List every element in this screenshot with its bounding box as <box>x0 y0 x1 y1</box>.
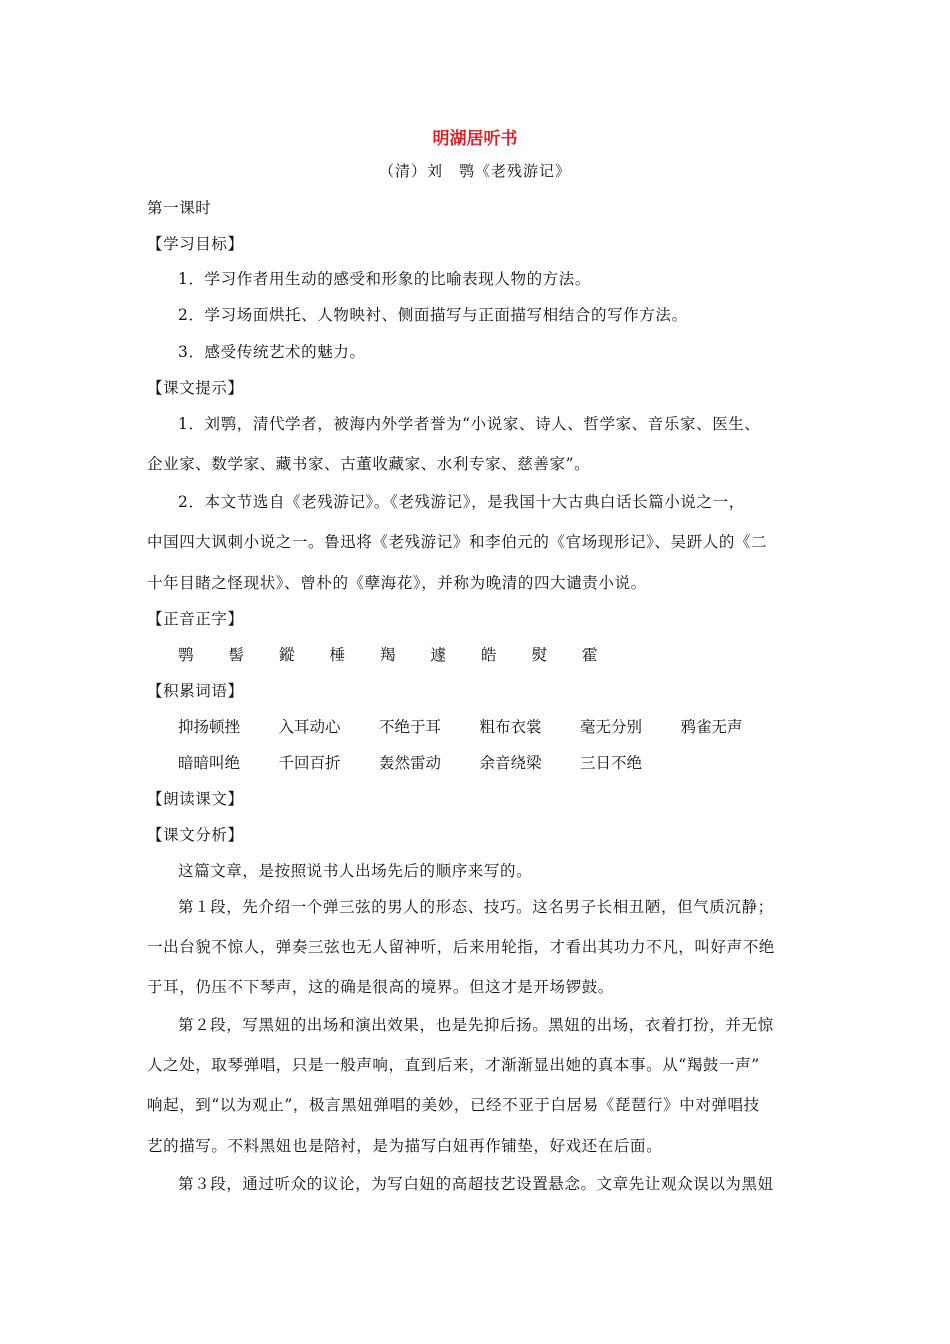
goal-item: 3．感受传统艺术的魅力。 <box>178 343 366 361</box>
char-item: 鏦 <box>279 646 295 664</box>
vocab-item: 轰然雷动 <box>379 754 442 772</box>
analysis-line: 第２段，写黑妞的出场和演出效果，也是先抑后扬。黑妞的出场，衣着打扮，并无惊 <box>178 1016 774 1034</box>
char-item: 棰 <box>329 646 346 664</box>
analysis-line: 第３段，通过听众的议论，为写白妞的高超技艺设置悬念。文章先让观众误以为黑妞 <box>178 1175 774 1193</box>
vocab-item: 余音绕梁 <box>479 754 542 772</box>
char-item: 皓 <box>481 646 497 664</box>
section-heading-analysis: 【课文分析】 <box>147 826 244 844</box>
vocab-item: 入耳动心 <box>278 718 341 736</box>
vocab-row <box>178 751 681 773</box>
hint-paragraph-line: 十年目睹之怪现状》、曾朴的《孽海花》，并称为晚清的四大谴责小说。 <box>147 574 647 592</box>
analysis-line: 人之处，取琴弹唱，只是一般声响，直到后来，才渐渐显出她的真本事。从“羯鼓一声” <box>147 1056 760 1074</box>
section-heading-reading: 【朗读课文】 <box>147 790 244 808</box>
char-item: 鹗 <box>178 646 194 664</box>
vocab-item: 鸦雀无声 <box>680 718 743 736</box>
vocab-row <box>178 715 781 737</box>
vocab-item: 三日不绝 <box>580 754 643 772</box>
vocab-item: 毫无分别 <box>580 718 643 736</box>
char-item: 羯 <box>380 646 396 664</box>
vocab-item: 抑扬顿挫 <box>178 718 241 736</box>
pronunciation-chars <box>178 643 633 665</box>
char-item: 髻 <box>228 646 245 664</box>
char-item: 霍 <box>582 646 598 664</box>
vocab-item: 粗布衣裳 <box>479 718 542 736</box>
char-item: 熨 <box>531 646 548 664</box>
section-heading-pronunciation: 【正音正字】 <box>147 610 244 628</box>
lesson-label: 第一课时 <box>147 199 212 217</box>
hint-paragraph-line: 1．刘鹗，清代学者，被海内外学者誉为“小说家、诗人、哲学家、音乐家、医生、 <box>178 415 761 433</box>
document-subtitle: （清）刘 鹗《老残游记》 <box>378 162 571 180</box>
section-heading-hints: 【课文提示】 <box>147 379 244 397</box>
section-heading-vocab: 【积累词语】 <box>147 682 244 700</box>
analysis-line: 一出台貌不惊人，弹奏三弦也无人留神听，后来用轮指，才看出其功力不凡，叫好声不绝 <box>147 938 775 956</box>
analysis-line: 第１段，先介绍一个弹三弦的男人的形态、技巧。这名男子长相丑陋，但气质沉静； <box>178 898 774 916</box>
hint-paragraph-line: 中国四大讽刺小说之一。鲁迅将《老残游记》和李伯元的《官场现形记》、吴趼人的《二 <box>147 533 768 551</box>
goal-item: 1．学习作者用生动的感受和形象的比喻表现人物的方法。 <box>178 270 591 288</box>
analysis-line: 艺的描写。不料黑妞也是陪衬，是为描写白妞再作铺垫，好戏还在后面。 <box>147 1137 663 1155</box>
section-heading-goals: 【学习目标】 <box>147 235 244 253</box>
analysis-line: 于耳，仍压不下琴声，这的确是很高的境界。但这才是开场锣鼓。 <box>147 978 614 996</box>
analysis-line: 这篇文章，是按照说书人出场先后的顺序来写的。 <box>178 862 533 880</box>
hint-paragraph-line: 2．本文节选自《老残游记》。《老残游记》，是我国十大古典白话长篇小说之一， <box>178 493 745 511</box>
vocab-item: 暗暗叫绝 <box>178 754 241 772</box>
hint-paragraph-line: 企业家、数学家、藏书家、古董收藏家、水利专家、慈善家”。 <box>147 455 591 473</box>
document-title: 明湖居听书 <box>432 129 518 149</box>
analysis-line: 响起，到“以为观止”，极言黑妞弹唱的美妙，已经不亚于白居易《琵琶行》中对弹唱技 <box>147 1096 760 1114</box>
char-item: 遽 <box>430 646 447 664</box>
vocab-item: 千回百折 <box>278 754 341 772</box>
vocab-item: 不绝于耳 <box>379 718 442 736</box>
goal-item: 2．学习场面烘托、人物映衬、侧面描写与正面描写相结合的写作方法。 <box>178 306 688 324</box>
